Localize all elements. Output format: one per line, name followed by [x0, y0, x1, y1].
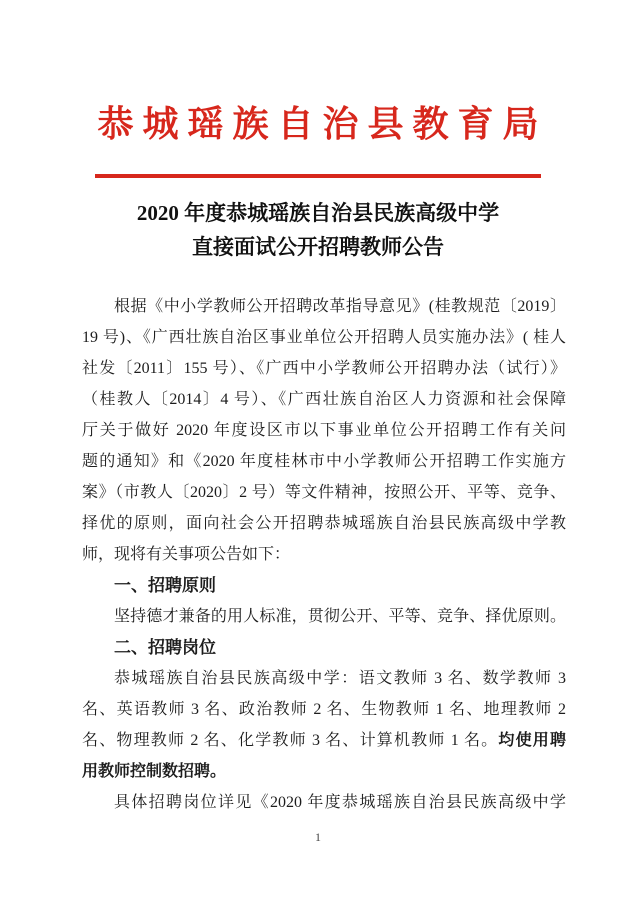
body-line: [82, 508, 566, 539]
text-segment: 具体招聘岗位详见《2020 年度恭城瑶族自治县民族高级中学: [114, 794, 566, 811]
text-segment: 师，现将有关事项公告如下：: [82, 546, 291, 563]
body-line: [82, 694, 566, 725]
body-line: [82, 477, 566, 508]
text-segment: 择优的原则，面向社会公开招聘恭城瑶族自治县民族高级中学教: [82, 515, 566, 532]
doc-title-line2: 直接面试公开招聘教师公告: [192, 235, 444, 259]
body-line: [82, 291, 566, 322]
text-segment: 用教师控制数招聘。: [82, 763, 227, 780]
text-segment: 名、物理教师 2 名、化学教师 3 名、计算机教师 1 名。: [82, 732, 499, 749]
text-segment: 19 号)、《广西壮族自治区事业单位公开招聘人员实施办法》( 桂人: [82, 329, 566, 346]
body-line: [82, 353, 566, 384]
text-segment: 社发〔2011〕155 号）、《广西中小学教师公开招聘办法（试行）》: [82, 360, 566, 377]
doc-title-line1: 2020 年度恭城瑶族自治县民族高级中学: [136, 201, 500, 225]
text-segment: （桂教人〔2014〕4 号）、《广西壮族自治区人力资源和社会保障: [82, 391, 566, 408]
body-line: [82, 322, 566, 353]
body-line: [82, 539, 566, 570]
body-line: [82, 663, 566, 694]
page-number: 1: [315, 830, 321, 844]
text-segment: 恭城瑶族自治县民族高级中学：语文教师 3 名、数学教师 3: [114, 670, 566, 687]
text-segment: 坚持德才兼备的用人标准，贯彻公开、平等、竞争、择优原则。: [114, 608, 566, 625]
text-segment: 题的通知》和《2020 年度桂林市中小学教师公开招聘工作实施方: [82, 453, 566, 470]
text-segment: 案》（市教人〔2020〕2 号）等文件精神，按照公开、平等、竞争、: [82, 484, 566, 501]
body-line: [82, 446, 566, 477]
body-line: [82, 415, 566, 446]
red-divider-rule: [95, 174, 541, 178]
doc-body: [82, 291, 566, 818]
text-segment: 均使用聘: [498, 732, 566, 749]
body-line: [82, 384, 566, 415]
doc-title: [0, 196, 636, 264]
body-line: [82, 570, 566, 601]
body-line: [82, 787, 566, 818]
text-segment: 厅关于做好 2020 年度设区市以下事业单位公开招聘工作有关问: [82, 422, 566, 439]
body-line: [82, 725, 566, 756]
text-segment: 二、招聘岗位: [114, 638, 216, 657]
body-line: [82, 756, 566, 787]
body-line: [82, 632, 566, 663]
body-line: [82, 601, 566, 632]
text-segment: 名、英语教师 3 名、政治教师 2 名、生物教师 1 名、地理教师 2: [82, 701, 566, 718]
text-segment: 一、招聘原则: [114, 576, 216, 595]
text-segment: 根据《中小学教师公开招聘改革指导意见》(桂教规范〔2019〕: [114, 298, 566, 315]
agency-header-title: 恭城瑶族自治县教育局: [97, 104, 548, 144]
